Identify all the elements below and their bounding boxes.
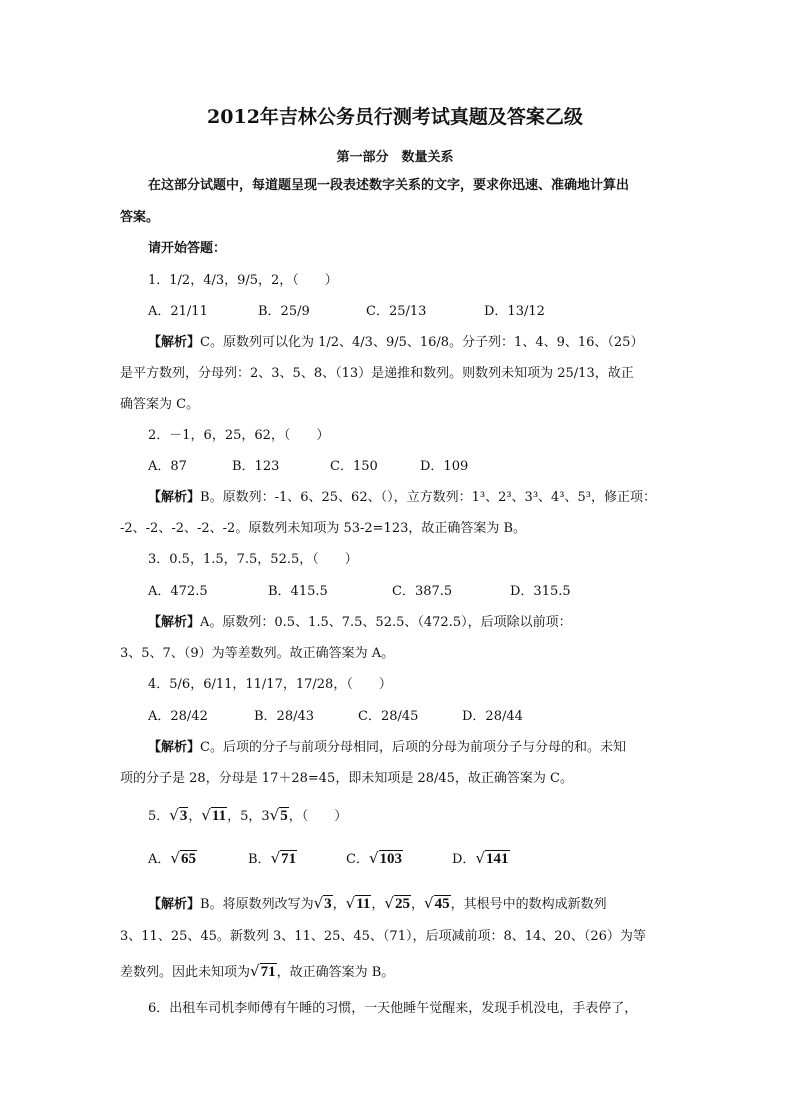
question-5-option-d: D．√141 xyxy=(452,849,509,867)
question-4-option-d: D．28/44 xyxy=(462,709,523,724)
question-4-option-b: B．28/43 xyxy=(254,709,315,724)
document-title: 2012年吉林公务员行测考试真题及答案乙级 xyxy=(207,106,583,128)
question-2-option-d: D．109 xyxy=(420,459,469,474)
intro-line-2: 答案。 xyxy=(120,210,160,225)
question-4-option-a: A．28/42 xyxy=(148,709,208,724)
question-2-option-c: C．150 xyxy=(330,459,378,474)
question-5-option-c: C．√103 xyxy=(346,849,403,867)
intro-line-1: 在这部分试题中，每道题呈现一段表述数字关系的文字，要求你迅速、准确地计算出 xyxy=(148,178,630,193)
question-2-analysis-line-2: -2、-2、-2、-2、-2。原数列未知项为 53-2=123，故正确答案为 B。 xyxy=(120,521,527,536)
question-3-analysis-line-1: 【解析】A。原数列：0.5、1.5、7.5、52.5、（472.5），后项除以前项： xyxy=(148,615,572,630)
question-5-analysis-line-2: 3、11、25、45。新数列 3、11、25、45、（71），后项减前项：8、14、20、（26）为等 xyxy=(120,929,646,944)
question-1-option-a: A．21/11 xyxy=(148,304,208,319)
question-1-analysis-line-3: 确答案为 C。 xyxy=(120,397,200,412)
question-1-option-b: B．25/9 xyxy=(258,304,310,319)
question-5-stem: 5．√3，√11，5，3√5，（ ） xyxy=(148,806,348,824)
question-2-option-a: A．87 xyxy=(148,459,187,474)
question-5-analysis-line-3: 差数列。因此未知项为√71，故正确答案为 B。 xyxy=(120,962,395,980)
question-5-option-b: B．√71 xyxy=(248,849,297,867)
question-4-analysis-line-2: 项的分子是 28，分母是 17＋28=45，即未知项是 28/45，故正确答案为 C。 xyxy=(120,771,574,786)
question-2-stem: 2．－1，6，25，62，（ ） xyxy=(148,428,330,443)
sqrt-11: √11 xyxy=(201,806,227,824)
question-3-option-b: B．415.5 xyxy=(268,584,328,599)
section-heading: 第一部分 数量关系 xyxy=(336,150,454,165)
analysis-label: 【解析】 xyxy=(148,490,201,505)
analysis-label: 【解析】 xyxy=(148,740,201,755)
question-1-stem: 1．1/2，4/3，9/5，2，（ ） xyxy=(148,273,338,288)
question-2-analysis-line-1: 【解析】B。原数列：-1、6、25、62、（），立方数列：1³、2³、3³、4³、5³，修正项： xyxy=(148,490,656,505)
question-4-analysis-line-1: 【解析】C。后项的分子与前项分母相同，后项的分母为前项分子与分母的和。未知 xyxy=(148,740,626,755)
sqrt-5: √5 xyxy=(269,806,288,824)
question-3-option-d: D．315.5 xyxy=(510,584,571,599)
analysis-label: 【解析】 xyxy=(148,335,201,350)
question-2-option-b: B．123 xyxy=(232,459,280,474)
question-1-analysis-line-1: 【解析】C。原数列可以化为 1/2、4/3、9/5、16/8。分子列：1、4、9、16、（25） xyxy=(148,335,644,350)
question-4-stem: 4．5/6，6/11，11/17，17/28，（ ） xyxy=(148,677,392,692)
start-prompt: 请开始答题： xyxy=(148,241,227,256)
analysis-label: 【解析】 xyxy=(148,615,201,630)
question-5-option-a: A．√65 xyxy=(148,849,196,867)
question-3-option-a: A．472.5 xyxy=(148,584,208,599)
question-3-option-c: C．387.5 xyxy=(392,584,453,599)
question-3-stem: 3．0.5，1.5，7.5，52.5，（ ） xyxy=(148,552,358,567)
question-5-analysis-line-1: 【解析】B。将原数列改写为√3，√11，√25，√45，其根号中的数构成新数列 xyxy=(148,894,607,912)
question-1-option-d: D．13/12 xyxy=(484,304,545,319)
analysis-label: 【解析】 xyxy=(148,897,201,912)
question-3-analysis-line-2: 3、5、7、（9）为等差数列。故正确答案为 A。 xyxy=(120,646,395,661)
question-4-option-c: C．28/45 xyxy=(358,709,419,724)
question-6-stem: 6．出租车司机李师傅有午睡的习惯，一天他睡午觉醒来，发现手机没电，手表停了， xyxy=(148,1001,638,1016)
sqrt-3: √3 xyxy=(169,806,188,824)
question-1-analysis-line-2: 是平方数列，分母列：2、3、5、8、（13）是递推和数列。则数列未知项为 25/13，故正 xyxy=(120,366,634,381)
question-1-option-c: C．25/13 xyxy=(366,304,427,319)
